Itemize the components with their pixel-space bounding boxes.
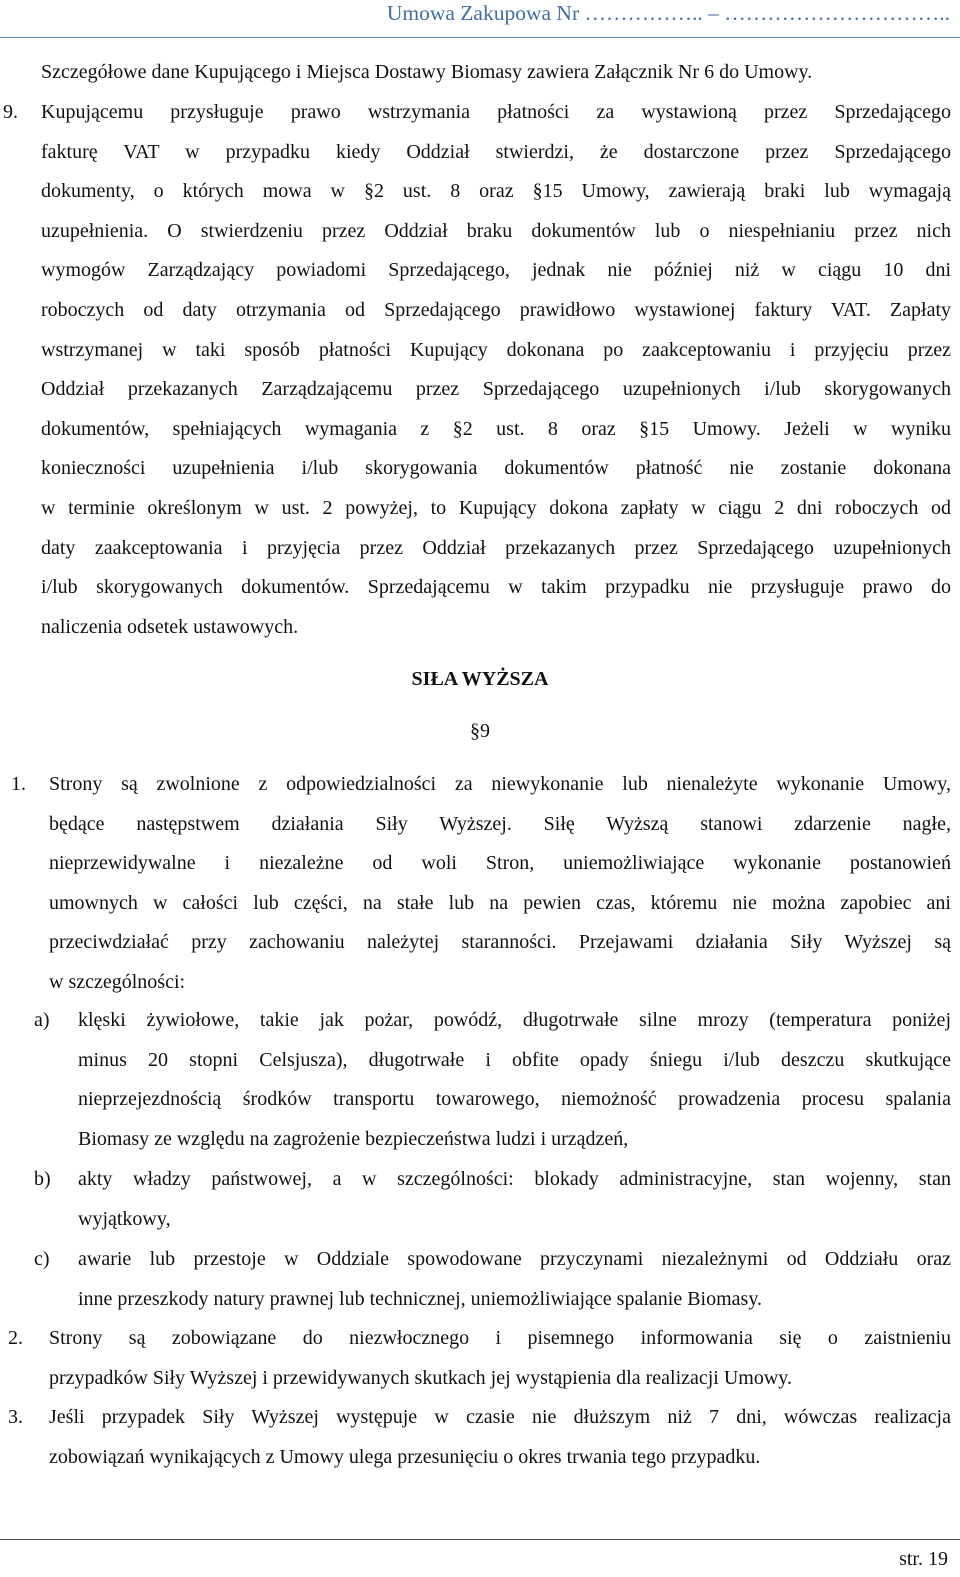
p3-line: zobowiązań wynikających z Umowy ulega przesunięciu o okres trwania tego przypadku.	[49, 1445, 761, 1468]
page-header	[0, 0, 960, 40]
pb-line: wyjątkowy,	[78, 1207, 171, 1230]
p9-line: w terminie określonym w ust. 2 powyżej, to Kupujący dokona zapłaty w ciągu 2 dni roboczych od	[41, 497, 951, 519]
p9-line: dokumenty, o których mowa w §2 ust. 8 oraz §15 Umowy, zawierają braki lub wymagają	[41, 180, 951, 203]
p1-line: umownych w całości lub części, na stałe lub na pewien czas, któremu nie można zapobiec ani	[49, 891, 951, 914]
intro-line: Szczegółowe dane Kupującego i Miejsca Dostawy Biomasy zawiera Załącznik Nr 6 do Umowy.	[41, 61, 813, 83]
point-2-number: 2.	[8, 1327, 23, 1349]
p2-line: Strony są zobowiązane do niezwłocznego i pisemnego informowania się o zaistnieniu	[49, 1327, 951, 1349]
p9-line: naliczenia odsetek ustawowych.	[41, 615, 299, 638]
p9-line: Kupującemu przysługuje prawo wstrzymania płatności za wystawioną przez Sprzedającego	[41, 101, 951, 123]
pa-line: klęski żywiołowe, takie jak pożar, powódź, długotrwałe silne mrozy (temperatura poniżej	[78, 1009, 951, 1031]
pc-line: inne przeszkody natury prawnej lub technicznej, uniemożliwiające spalanie Biomasy.	[78, 1287, 763, 1310]
footer-rule	[0, 1539, 960, 1540]
item-b-mark: b)	[34, 1168, 51, 1190]
p1-line: będące następstwem działania Siły Wyższej. Siłę Wyższą stanowi zdarzenie nagłe,	[49, 812, 951, 835]
point-1-number: 1.	[11, 773, 26, 795]
page-number: str. 19	[899, 1548, 948, 1570]
pa-line: nieprzejezdnością środków transportu towarowego, niemożność prowadzenia procesu spalania	[78, 1088, 951, 1111]
p9-line: i/lub skorygowanych dokumentów. Sprzedającemu w takim przypadku nie przysługuje prawo do	[41, 576, 951, 599]
p9-line: daty zaakceptowania i przyjęcia przez Oddział przekazanych przez Sprzedającego uzupełnionych	[41, 536, 951, 559]
p9-line: wstrzymanej w taki sposób płatności Kupujący dokonana po zaakceptowaniu i przyjęciu przez	[41, 338, 951, 361]
pc-line: awarie lub przestoje w Oddziale spowodowane przyczynami niezależnymi od Oddziału oraz	[78, 1248, 951, 1270]
pa-line: Biomasy ze względu na zagrożenie bezpieczeństwa ludzi i urządzeń,	[78, 1127, 629, 1150]
item-c-mark: c)	[34, 1248, 50, 1270]
item-a-mark: a)	[34, 1009, 50, 1031]
p2-line: przypadków Siły Wyższej i przewidywanych skutkach jej wystąpienia dla realizacji Umowy.	[49, 1366, 793, 1389]
p9-line: uzupełnienia. O stwierdzeniu przez Oddział braku dokumentów lub o niespełnianiu przez nich	[41, 219, 951, 242]
header-rule	[0, 37, 960, 38]
p9-line: dokumentów, spełniających wymagania z §2 ust. 8 oraz §15 Umowy. Jeżeli w wyniku	[41, 417, 951, 440]
p9-line: fakturę VAT w przypadku kiedy Oddział stwierdzi, że dostarczone przez Sprzedającego	[41, 140, 951, 163]
p1-line: w szczególności:	[49, 971, 186, 993]
p3-line: Jeśli przypadek Siły Wyższej występuje w czasie nie dłuższym niż 7 dni, wówczas realizacja	[49, 1406, 951, 1428]
pb-line: akty władzy państwowej, a w szczególności: blokady administracyjne, stan wojenny, stan	[78, 1168, 951, 1190]
p9-line: wymogów Zarządzający powiadomi Sprzedającego, jednak nie później niż w ciągu 10 dni	[41, 259, 951, 282]
header-title: Umowa Zakupowa Nr …………….. – …………………………..	[386, 1, 950, 25]
p1-line: przeciwdziałać przy zachowaniu należytej staranności. Przejawami działania Siły Wyższej są	[49, 931, 951, 954]
section-title: SIŁA WYŻSZA	[411, 668, 549, 690]
section-paragraph: §9	[470, 720, 490, 742]
p9-line: roboczych od daty otrzymania od Sprzedającego prawidłowo wystawionej faktury VAT. Zapłaty	[41, 299, 951, 321]
point-9-number: 9.	[3, 101, 18, 123]
pa-line: minus 20 stopni Celsjusza), długotrwałe i obfite opady śniegu i/lub deszczu skutkujące	[78, 1048, 951, 1071]
p9-line: Oddział przekazanych Zarządzającemu przez Sprzedającego uzupełnionych i/lub skorygowanych	[41, 378, 951, 401]
point-3-number: 3.	[8, 1406, 23, 1428]
p9-line: konieczności uzupełnienia i/lub skorygowania dokumentów płatność nie zostanie dokonana	[41, 457, 951, 480]
p1-line: Strony są zwolnione z odpowiedzialności za niewykonanie lub nienależyte wykonanie Umowy,	[49, 773, 951, 795]
p1-line: nieprzewidywalne i niezależne od woli Stron, uniemożliwiające wykonanie postanowień	[49, 852, 951, 875]
